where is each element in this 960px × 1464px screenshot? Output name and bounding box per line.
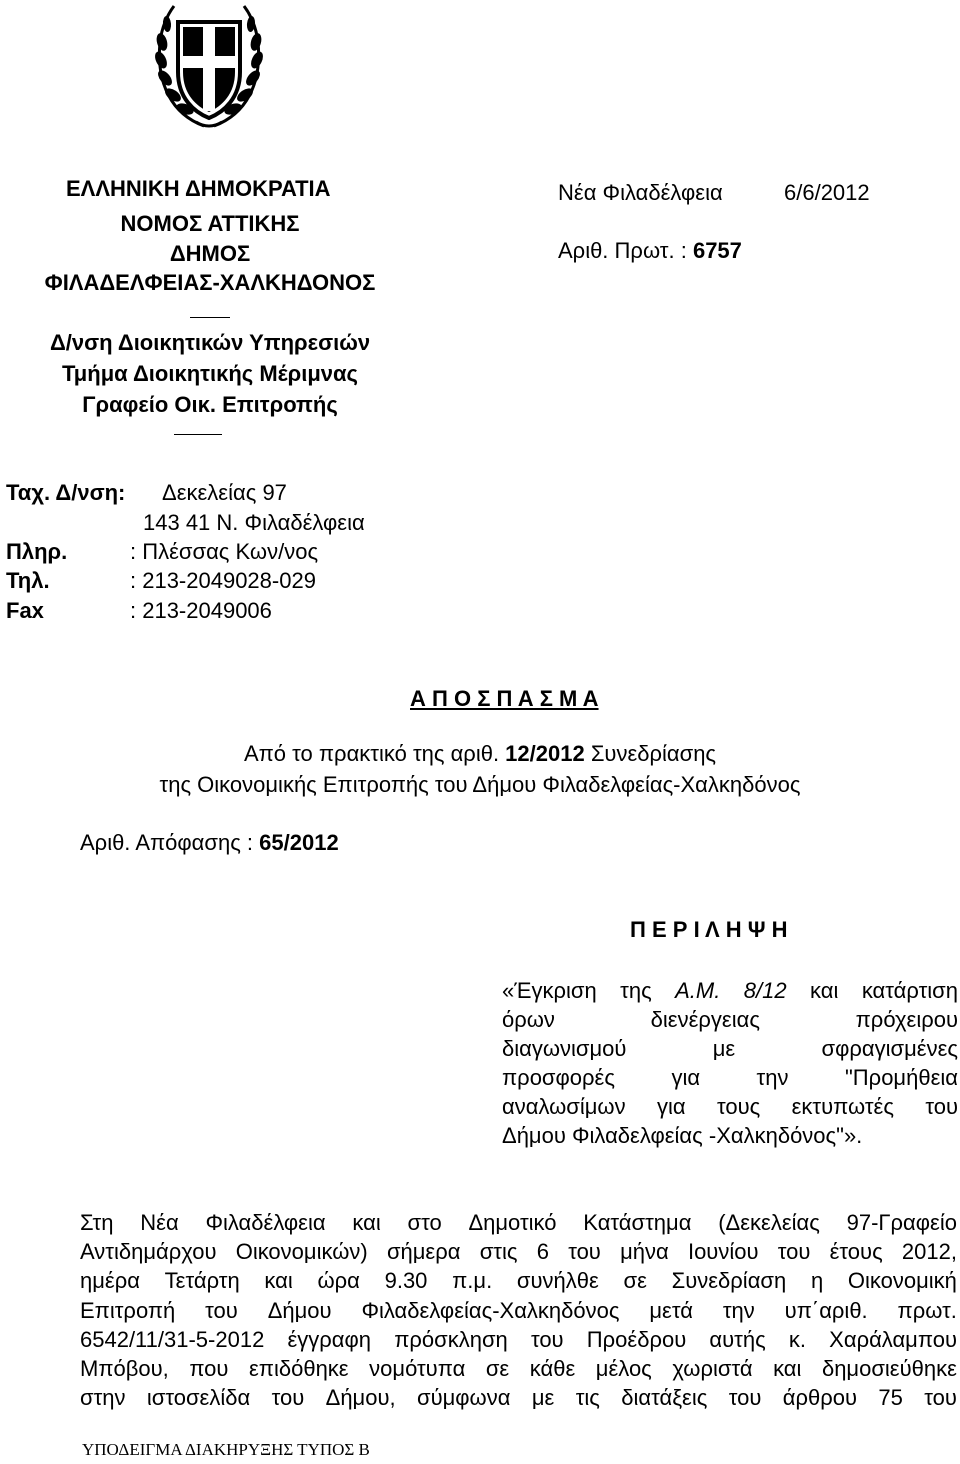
word: αναλωσίμων: [502, 1094, 626, 1119]
word: Στη: [80, 1210, 114, 1235]
department: Τμήμα Διοικητικής Μέριμνας: [62, 361, 358, 386]
coat-of-arms-emblem: [148, 2, 270, 132]
directorate: Δ/νση Διοικητικών Υπηρεσιών: [49, 330, 371, 355]
word: όρων: [502, 1007, 555, 1032]
address-value: Δεκελείας 97: [162, 480, 287, 505]
word: του: [530, 1327, 564, 1352]
word: δημοσιεύθηκε: [821, 1356, 957, 1381]
word: χωριστά: [672, 1356, 753, 1381]
postal-address: 143 41 Ν. Φιλαδέλφεια: [143, 510, 365, 535]
word: του: [925, 1094, 958, 1119]
excerpt-line-2: της Οικονομικής Επιτροπής του Δήμου Φιλαδελφείας-Χαλκηδόνος: [159, 772, 801, 797]
excerpt-title: Α Π Ο Σ Π Α Σ Μ Α: [410, 686, 599, 711]
word: του: [205, 1298, 238, 1323]
word: Μπόβου,: [80, 1356, 169, 1381]
divider: [190, 317, 230, 318]
body-line: [80, 1385, 957, 1411]
word: σήμερα: [386, 1239, 461, 1264]
footer-label: ΥΠΟΔΕΙΓΜΑ ΔΙΑΚΗΡΥΞΗΣ ΤΥΠΟΣ Β: [82, 1440, 370, 1459]
word: (Δεκελείας: [718, 1210, 820, 1235]
body-line: [80, 1356, 957, 1382]
word: πρόσκληση: [394, 1327, 508, 1352]
word: π.μ.: [452, 1268, 493, 1293]
word: μήνα: [620, 1239, 669, 1264]
word: «Έγκριση: [502, 978, 597, 1003]
word: που: [189, 1356, 229, 1381]
municipality-line-1: ΔΗΜΟΣ: [169, 241, 251, 266]
word: και: [264, 1268, 293, 1293]
word: της: [620, 978, 652, 1003]
summary-line: [502, 1065, 958, 1091]
country-name: ΕΛΛΗΝΙΚΗ ΔΗΜΟΚΡΑΤΙΑ: [66, 176, 331, 201]
word: για: [656, 1094, 686, 1119]
protocol-label: Αριθ. Πρωτ. :: [558, 238, 693, 263]
document-date: 6/6/2012: [784, 180, 870, 205]
summary-line: [502, 1007, 958, 1033]
word: άρθρου: [782, 1385, 858, 1410]
word: τις: [575, 1385, 600, 1410]
word: και: [352, 1210, 381, 1235]
word: και: [773, 1356, 802, 1381]
word: συνήλθε: [516, 1268, 599, 1293]
word: 6542/11/31-5-2012: [80, 1327, 265, 1352]
summary-last-line: Δήμου Φιλαδελφείας -Χαλκηδόνος"».: [502, 1123, 863, 1148]
word: μετά: [649, 1298, 693, 1323]
word: η: [810, 1268, 824, 1293]
word: σύμφωνα: [417, 1385, 511, 1410]
summary-line: [502, 1036, 958, 1062]
word: σε: [485, 1356, 510, 1381]
word: του: [271, 1385, 305, 1410]
word: έγγραφη: [287, 1327, 372, 1352]
body-line: [80, 1298, 957, 1324]
word: Δήμου,: [325, 1385, 396, 1410]
municipality-line-2: ΦΙΛΑΔΕΛΦΕΙΑΣ-ΧΑΛΚΗΔΟΝΟΣ: [44, 270, 376, 295]
word: 97-Γραφείο: [846, 1210, 957, 1235]
word: Οικονομική: [847, 1268, 957, 1293]
word: πρωτ.: [897, 1298, 957, 1323]
prefecture-name: ΝΟΜΟΣ ΑΤΤΙΚΗΣ: [120, 211, 300, 236]
info-label: Πληρ.: [6, 539, 68, 564]
word: προσφορές: [502, 1065, 615, 1090]
word: με: [531, 1385, 555, 1410]
word: διατάξεις: [621, 1385, 708, 1410]
body-line: [80, 1327, 957, 1353]
word: κάθε: [529, 1356, 576, 1381]
word: στην: [80, 1385, 126, 1410]
word: του: [777, 1239, 811, 1264]
word: 6: [536, 1239, 549, 1264]
word: ώρα: [317, 1268, 360, 1293]
summary-line: [502, 1094, 958, 1120]
protocol-line: [558, 238, 742, 264]
word: Κατάστημα: [583, 1210, 692, 1235]
word: εκτυπωτές: [791, 1094, 894, 1119]
word: Δημοτικό: [468, 1210, 557, 1235]
word: Τετάρτη: [164, 1268, 240, 1293]
word: Δήμου: [267, 1298, 332, 1323]
excerpt-suffix: Συνεδρίασης: [584, 741, 717, 766]
word: έτους: [829, 1239, 883, 1264]
word: Α.Μ.: [675, 978, 721, 1003]
fax-value: : 213-2049006: [130, 598, 272, 623]
word: την: [722, 1298, 755, 1323]
body-line: [80, 1239, 957, 1265]
word: Επιτροπή: [80, 1298, 176, 1323]
word: του: [728, 1385, 762, 1410]
decision-label: Αριθ. Απόφασης :: [80, 830, 260, 855]
place-label: Νέα Φιλαδέλφεια: [558, 180, 723, 205]
word: 75: [878, 1385, 903, 1410]
decision-number: 65/2012: [259, 830, 339, 855]
word: Αντιδημάρχου: [80, 1239, 217, 1264]
office: Γραφείο Οικ. Επιτροπής: [82, 392, 338, 417]
word: στις: [479, 1239, 518, 1264]
word: τους: [716, 1094, 761, 1119]
word: μέλος: [595, 1356, 652, 1381]
word: Νέα: [140, 1210, 179, 1235]
session-number: 12/2012: [505, 741, 585, 766]
word: Χαράλαμπου: [829, 1327, 957, 1352]
word: υπ΄αριθ.: [784, 1298, 868, 1323]
info-value: : Πλέσσας Κων/νος: [130, 539, 319, 564]
word: Φιλαδελφείας-Χαλκηδόνος: [361, 1298, 620, 1323]
phone-label: Τηλ.: [6, 568, 50, 593]
word: σε: [623, 1268, 647, 1293]
address-label: Ταχ. Δ/νση:: [6, 480, 126, 505]
word: σφραγισμένες: [821, 1036, 958, 1061]
decision-line: [80, 830, 339, 856]
protocol-number: 6757: [692, 238, 742, 263]
word: και: [810, 978, 839, 1003]
word: την: [756, 1065, 789, 1090]
phone-value: : 213-2049028-029: [130, 568, 316, 593]
body-line: [80, 1268, 957, 1294]
word: στο: [407, 1210, 442, 1235]
excerpt-prefix: Από το πρακτικό της αριθ.: [243, 741, 506, 766]
word: για: [671, 1065, 701, 1090]
word: ημέρα: [80, 1268, 140, 1293]
summary-line: [502, 978, 958, 1004]
word: Συνεδρίαση: [671, 1268, 787, 1293]
word: ιστοσελίδα: [146, 1385, 251, 1410]
word: Φιλαδέλφεια: [205, 1210, 326, 1235]
word: διαγωνισμού: [502, 1036, 627, 1061]
word: του: [568, 1239, 601, 1264]
word: επιδόθηκε: [248, 1356, 349, 1381]
word: 8/12: [743, 978, 787, 1003]
divider: [174, 434, 222, 435]
word: κ.: [788, 1327, 806, 1352]
word: αυτής: [709, 1327, 766, 1352]
word: με: [712, 1036, 736, 1061]
word: Οικονομικών): [235, 1239, 368, 1264]
word: "Προμήθεια: [844, 1065, 958, 1090]
word: πρόχειρου: [855, 1007, 958, 1032]
body-line: [80, 1210, 957, 1236]
word: 2012,: [901, 1239, 957, 1264]
summary-title: Π Ε Ρ Ι Λ Η Ψ Η: [630, 917, 788, 942]
word: Προέδρου: [586, 1327, 687, 1352]
excerpt-line-1: [0, 741, 960, 767]
word: του: [924, 1385, 957, 1410]
fax-label: Fax: [6, 598, 44, 623]
word: νομότυπα: [369, 1356, 466, 1381]
word: Ιουνίου: [687, 1239, 759, 1264]
word: κατάρτιση: [861, 978, 958, 1003]
word: 9.30: [384, 1268, 428, 1293]
word: διενέργειας: [650, 1007, 760, 1032]
